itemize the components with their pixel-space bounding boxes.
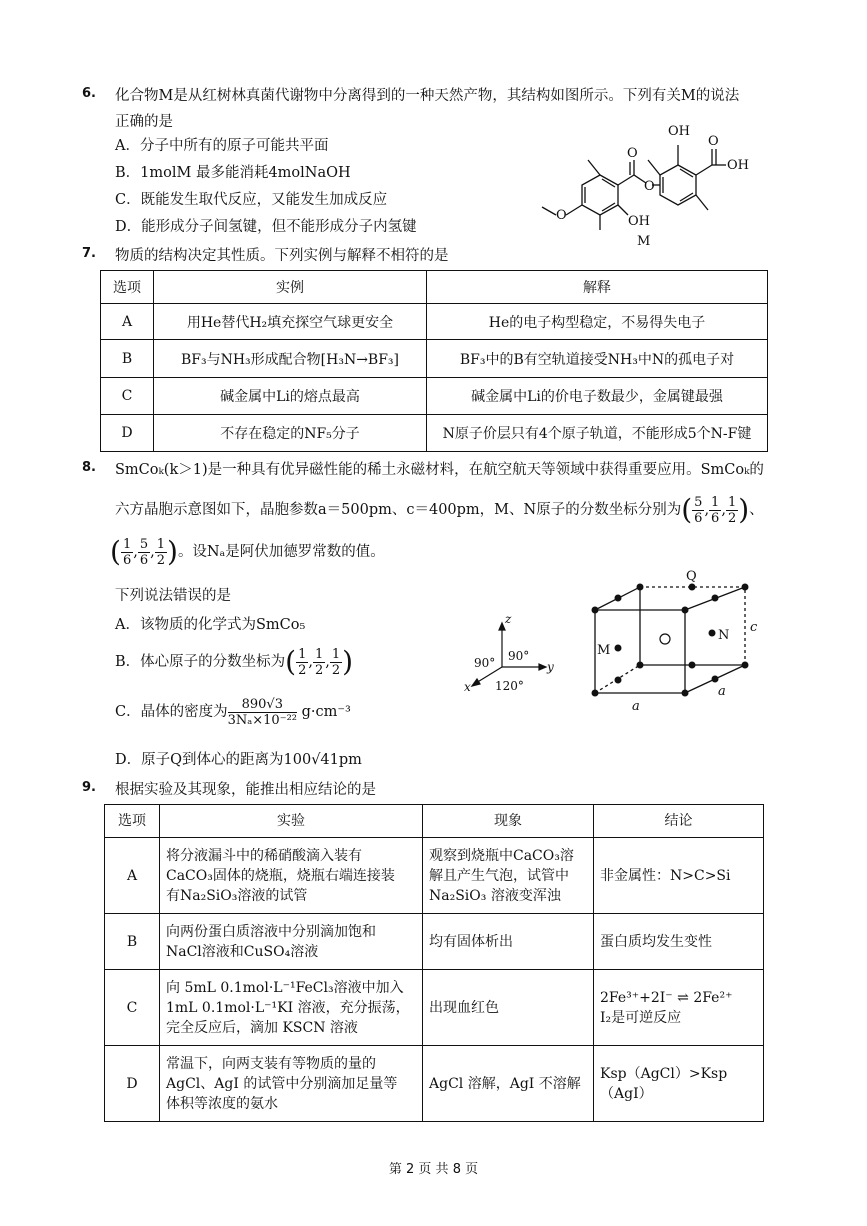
struct-o-acid-carbonyl: O [708,134,719,149]
q9-row-d-experiment: 常温下，向两支装有等物质的量的 AgCl、AgI 的试管中分别滴加足量等 体积等浓度的氨水 [160,1046,423,1122]
hexagonal-cell-diagram [580,565,760,715]
q9-row-d-conclusion: Ksp（AgCl）>Ksp （AgI） [594,1046,764,1122]
q9-row-a-experiment: 将分液漏斗中的稀硝酸滴入装有 CaCO₃固体的烧瓶，烧瓶右端连接装 有Na₂SiO₃溶液的试管 [160,838,423,914]
atom-corner [637,584,644,591]
q7-header-explanation: 解释 [427,271,768,304]
label-q: Q [686,569,697,584]
q8-option-c [115,692,351,732]
q7-row-b-explanation: BF₃中的B有空轨道接受NH₃中N的孤电子对 [427,340,768,378]
q8-option-d: D．原子Q到体心的距离为100√41pm [115,752,362,768]
q9-row-b-option: B [105,914,160,970]
atom-corner [592,690,599,697]
q7-row-c-example: 碱金属中Li的熔点最高 [154,378,427,415]
q8-option-a: A．该物质的化学式为SmCo₅ [115,617,306,633]
atom-corner [742,662,749,669]
atom-edge [689,584,696,591]
axis-z-label: z [505,615,512,626]
atom-edge [712,676,719,683]
angle-label-1: 90° [474,656,496,670]
q8-m-y: $\frac{1}{6}$ [711,494,720,526]
atom-edge [637,662,644,669]
q7-header-example: 实例 [154,271,427,304]
atom-corner [592,607,599,614]
atom-edge [712,595,719,602]
q9-header-phenomenon: 现象 [423,805,594,838]
struct-label-m: M [637,234,651,249]
angle-label-3: 120° [495,679,524,693]
q7-table [100,270,768,452]
q9-row-a-conclusion: 非金属性：N>C>Si [594,838,764,914]
q9-row-b-experiment: 向两份蛋白质溶液中分别滴加饱和 NaCl溶液和CuSO₄溶液 [160,914,423,970]
q8-line1: SmCoₖ(k＞1)是一种具有优异磁性能的稀土永磁材料，在航空航天等领域中获得重要应用。SmCoₖ的 [115,462,764,478]
q8-m-z: $\frac{1}{2}$ [727,494,737,526]
q6-option-a: A．分子中所有的原子可能共平面 [115,138,329,154]
q6-stem-line1: 化合物M是从红树林真菌代谢物中分离得到的一种天然产物，其结构如图所示。下列有关M的说法 [115,88,740,104]
q8-option-c-text: C．晶体的密度为 [115,704,228,720]
q7-row-c-option: C [101,378,154,415]
atom-n [709,630,716,637]
q9-row-b-conclusion: 蛋白质均发生变性 [594,914,764,970]
q8-n-x: $\frac{1}{6}$ [122,536,132,568]
q9-row-d-option: D [105,1046,160,1122]
q9-row-a-option: A [105,838,160,914]
axis-x-label: x [464,680,471,694]
q8-density-unit: g·cm⁻³ [301,704,351,720]
label-a-1: a [632,699,640,714]
atom-m [615,645,622,652]
q7-header-option: 选项 [101,271,154,304]
struct-oh-bottom: OH [628,214,650,229]
q8-line2-text: 六方晶胞示意图如下，晶胞参数a＝500pm、c＝400pm，M、N原子的分数坐标分别为 [115,502,682,518]
q8-coord-sep: 、 [749,502,764,518]
q7-row-b-example: BF₃与NH₃形成配合物[H₃N→BF₃] [154,340,427,378]
atom-edge [615,595,622,602]
q8-number: 8. [82,460,96,475]
axes-diagram [462,615,562,695]
q9-stem: 根据实验及其现象，能推出相应结论的是 [115,782,376,798]
q7-number: 7. [82,246,96,261]
q8-m-x: $\frac{5}{6}$ [694,494,703,526]
struct-o-ester-carbonyl: O [627,146,638,161]
q7-row-a-explanation: He的电子构型稳定，不易得失电子 [427,304,768,340]
atom-corner [682,607,689,614]
q8-n-y: $\frac{5}{6}$ [139,536,149,568]
atom-corner [682,690,689,697]
q8-line3: ( $\frac{1}{6}$ , $\frac{5}{6}$ , $\frac{1}{2}$ )。设Nₐ是阿伏加德罗常数的值。 [110,535,385,568]
atom-edge [615,677,622,684]
q8-option-b: B．体心原子的分数坐标为( $\frac{1}{2}$ , $\frac{1}{2}$ , $\frac{1}{2}$ ) [115,645,354,678]
struct-oh-acid: OH [727,158,749,173]
q7-row-d-option: D [101,415,154,452]
atom-edge [689,662,696,669]
q8-line2: 六方晶胞示意图如下，晶胞参数a＝500pm、c＝400pm，M、N原子的分数坐标分别为( $\frac{5}{6}$ , $\frac{1}{6}$ , $\frac{1}{2}$ )、 [115,493,764,526]
q9-row-c-option: C [105,970,160,1046]
q9-row-c-conclusion: 2Fe³⁺+2I⁻ ⇌ 2Fe²⁺ I₂是可逆反应 [594,970,764,1046]
q9-row-b-phenomenon: 均有固体析出 [423,914,594,970]
q8-b-x: $\frac{1}{2}$ [298,646,307,678]
page-footer: 第 2 页 共 8 页 [388,1162,479,1177]
label-a-2: a [718,684,726,699]
q7-row-a-example: 用He替代H₂填充探空气球更安全 [154,304,427,340]
atom-corner [742,584,749,591]
q8-line4: 下列说法错误的是 [115,588,231,604]
label-n: N [718,628,730,643]
q8-n-z: $\frac{1}{2}$ [156,536,165,568]
q9-header-conclusion: 结论 [594,805,764,838]
q8-b-y: $\frac{1}{2}$ [314,646,324,678]
q6-option-b: B．1molM 最多能消耗4molNaOH [115,165,351,181]
q9-number: 9. [82,780,96,795]
q9-header-experiment: 实验 [160,805,423,838]
q7-row-a-option: A [101,304,154,340]
q9-table [104,804,764,1122]
q7-row-c-explanation: 碱金属中Li的价电子数最少，金属键最强 [427,378,768,415]
q9-row-a-phenomenon: 观察到烧瓶中CaCO₃溶 解且产生气泡，试管中 Na₂SiO₃ 溶液变浑浊 [423,838,594,914]
q7-stem: 物质的结构决定其性质。下列实例与解释不相符的是 [115,248,449,264]
axis-y-label: y [547,660,554,674]
q6-option-d: D．能形成分子间氢键，但不能形成分子内氢键 [115,219,417,235]
q6-stem-line2: 正确的是 [115,114,173,130]
body-center-atom [660,634,670,644]
q7-row-d-example: 不存在稳定的NF₅分子 [154,415,427,452]
compound-m-structure [530,115,770,250]
struct-o-methoxy: O [556,208,567,223]
q9-row-d-phenomenon: AgCl 溶解，AgI 不溶解 [423,1046,594,1122]
q6-option-c: C．既能发生取代反应，又能发生加成反应 [115,192,388,208]
q8-option-b-text: B．体心原子的分数坐标为 [115,654,286,670]
q7-row-b-option: B [101,340,154,378]
q9-row-c-phenomenon: 出现血红色 [423,970,594,1046]
q9-header-option: 选项 [105,805,160,838]
struct-o-ester: O [644,179,655,194]
q7-row-d-explanation: N原子价层只有4个原子轨道，不能形成5个N-F键 [427,415,768,452]
q8-b-z: $\frac{1}{2}$ [331,646,341,678]
q6-number: 6. [82,86,96,101]
label-m: M [597,643,611,658]
struct-oh-top: OH [668,124,690,139]
q9-row-c-experiment: 向 5mL 0.1mol·L⁻¹FeCl₃溶液中加入 1mL 0.1mol·L⁻¹KI 溶液，充分振荡， 完全反应后，滴加 KSCN 溶液 [160,970,423,1046]
q8-line3-text: 。设Nₐ是阿伏加德罗常数的值。 [177,544,385,560]
label-c: c [750,620,758,635]
angle-label-2: 90° [508,649,530,663]
q8-density-fraction: $\frac{890√3}{\text{3Nₐ×10⁻²²}}$ [227,696,297,728]
